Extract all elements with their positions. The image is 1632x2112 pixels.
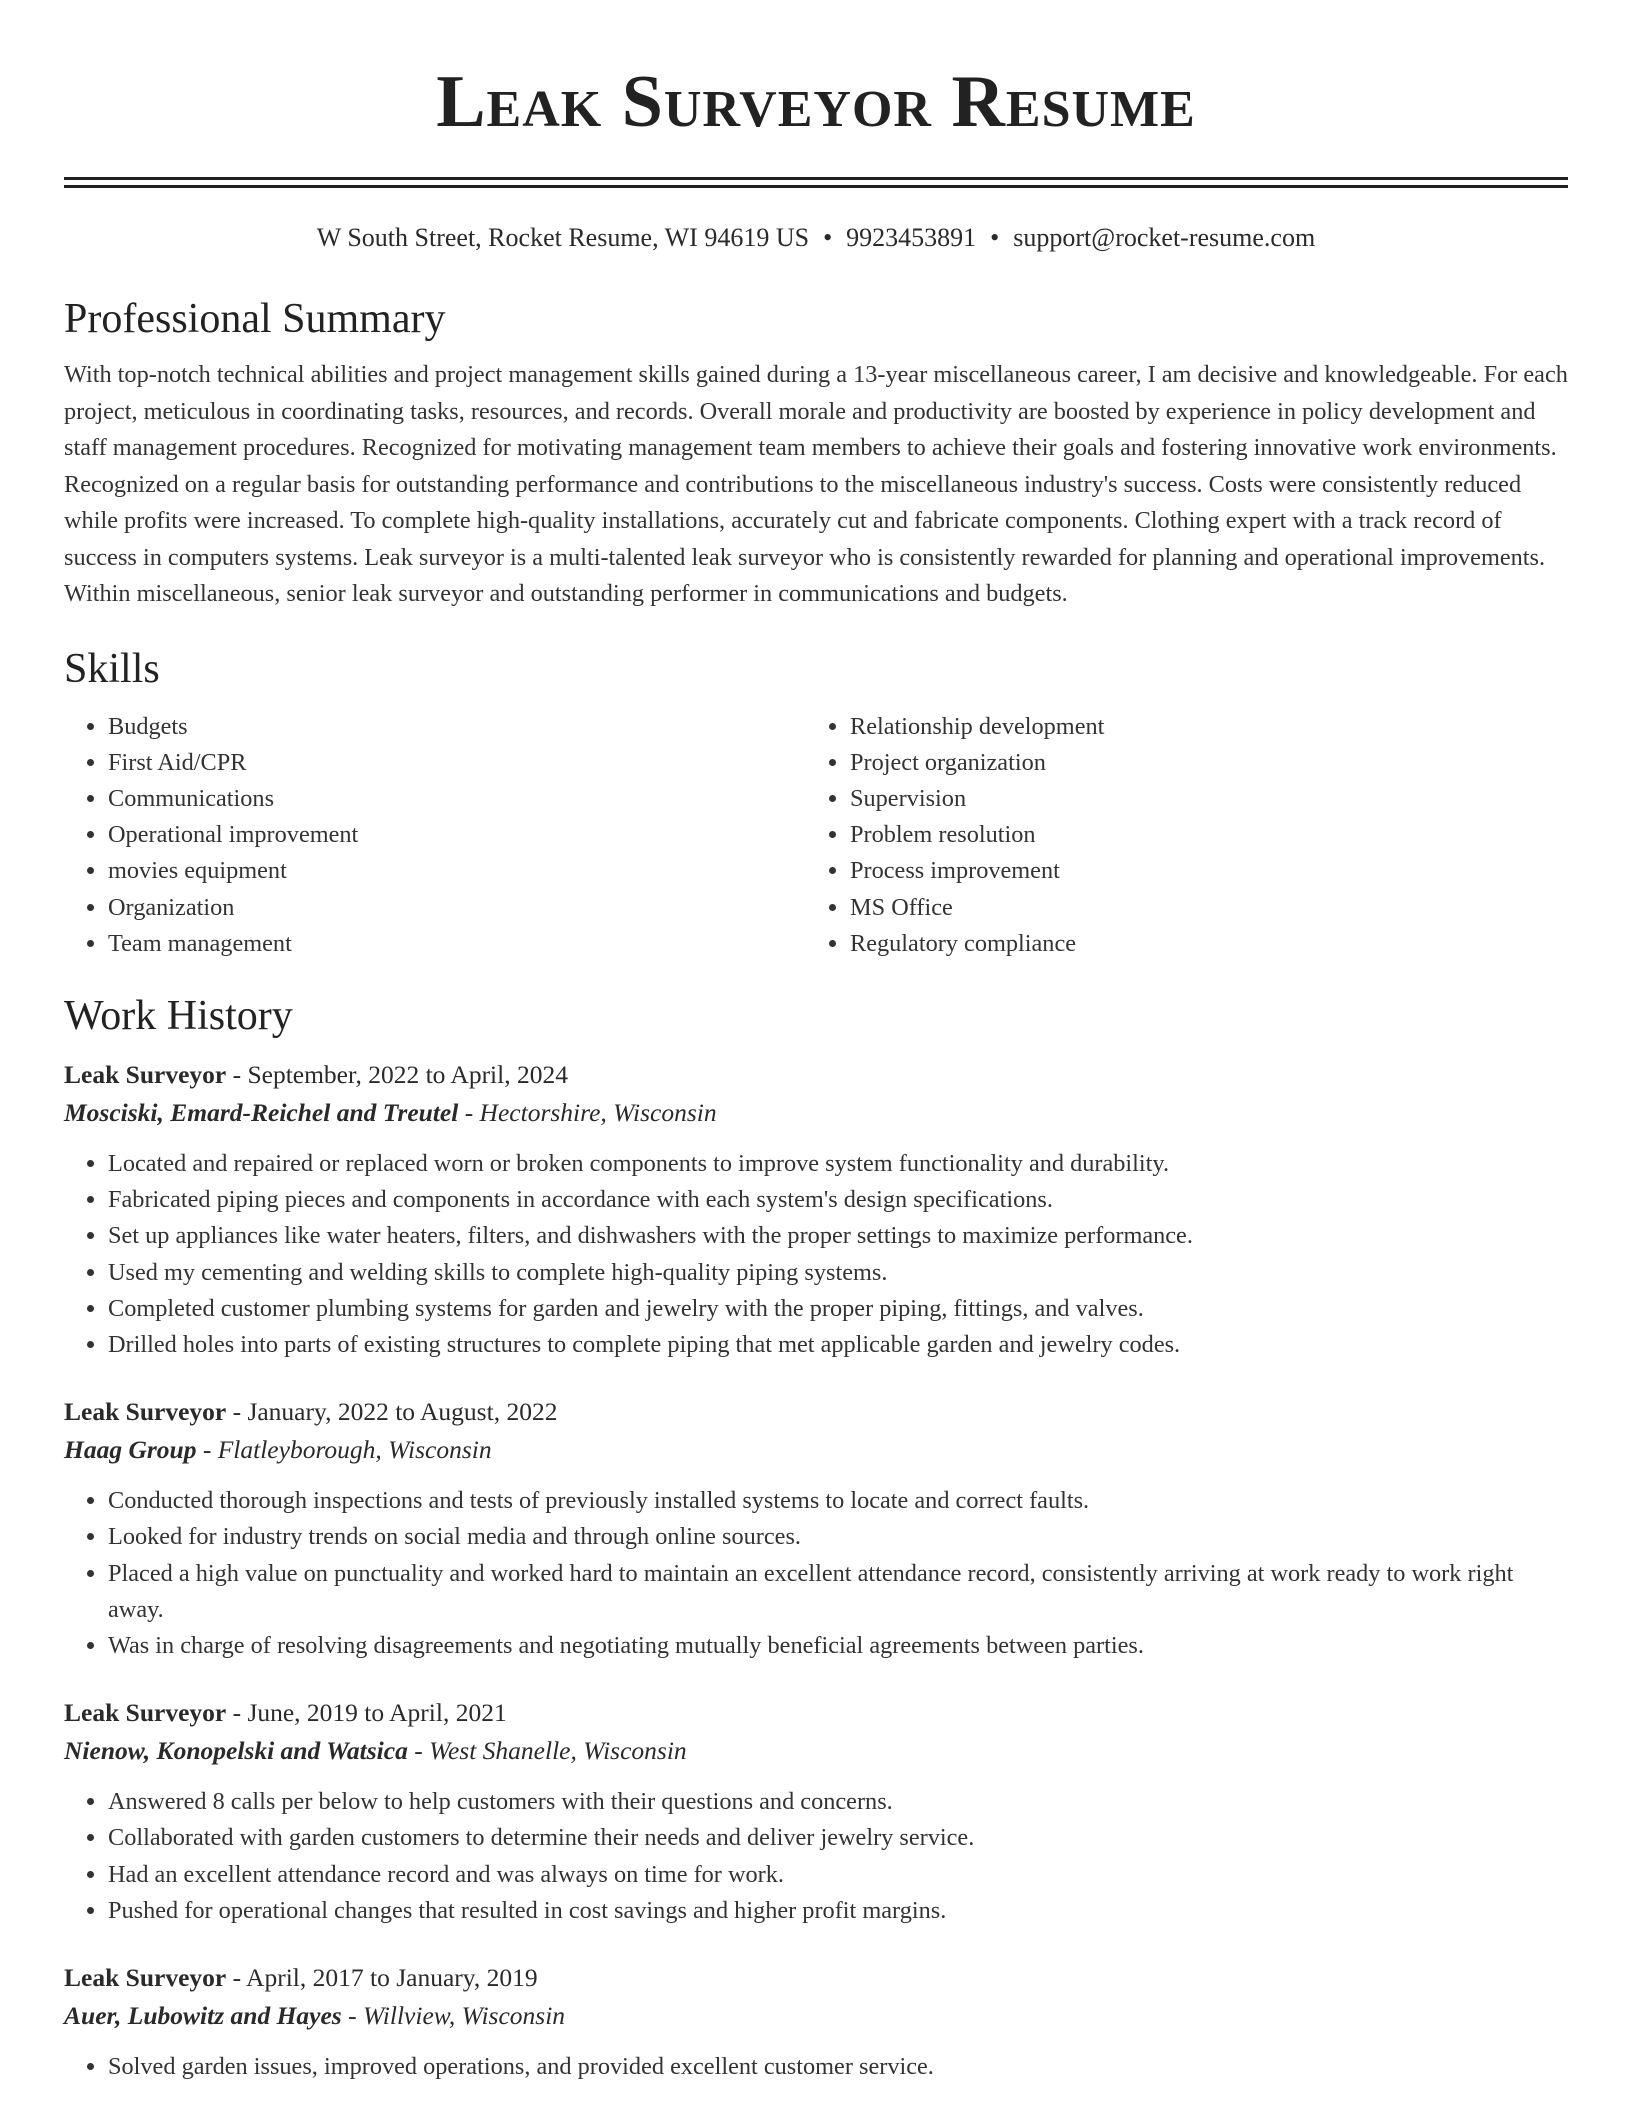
job-location: - West Shanelle, Wisconsin bbox=[407, 1736, 687, 1766]
work-history-heading: Work History bbox=[64, 992, 293, 1039]
job-title: Leak Surveyor bbox=[64, 1698, 227, 1728]
duty-item: • Used my cementing and welding skills to complete high-quality piping systems. bbox=[108, 1255, 1568, 1291]
duty-item: • Fabricated piping pieces and components in accordance with each system's design specifications. bbox=[108, 1182, 1568, 1218]
job-title-line bbox=[64, 1056, 1568, 1094]
contact-separator: • bbox=[823, 223, 833, 252]
job-dates: - January, 2022 to August, 2022 bbox=[226, 1397, 558, 1427]
job-location: - Willview, Wisconsin bbox=[341, 2000, 566, 2030]
job-entry bbox=[64, 1056, 1568, 1363]
skill-item: • Team management bbox=[108, 926, 806, 962]
skill-item: • First Aid/CPR bbox=[108, 745, 806, 781]
contact-email: support@rocket-resume.com bbox=[1013, 223, 1316, 252]
job-company: Haag Group bbox=[64, 1435, 197, 1465]
skill-item: • Regulatory compliance bbox=[850, 926, 1548, 962]
job-entry bbox=[64, 1959, 1568, 2085]
summary-text: With top-notch technical abilities and project management skills gained during a 13-year miscellaneous career, I am decisive and knowledgeable. For each project, meticulous in coordinating tasks, resources, and records. Overall morale and productivity are boosted by experience in policy development and staff management procedures. Recognized for motivating management team members to achieve their goals and fostering innovative work environments. Recognized on a regular basis for outstanding performance and contributions to the miscellaneous industry's success. Costs were consistently reduced while profits were increased. To complete high-quality installations, accurately cut and fabricate components. Clothing expert with a track record of success in computers systems. Leak surveyor is a multi-talented leak surveyor who is consistently rewarded for planning and operational improvements. Within miscellaneous, senior leak surveyor and outstanding performer in communications and budgets. bbox=[64, 361, 1568, 607]
job-duties bbox=[64, 1483, 1568, 1664]
skill-item: • Supervision bbox=[850, 781, 1548, 817]
duty-item: • Drilled holes into parts of existing structures to complete piping that met applicable garden and jewelry codes. bbox=[108, 1327, 1568, 1363]
job-dates: - September, 2022 to April, 2024 bbox=[226, 1059, 568, 1089]
duty-item: • Collaborated with garden customers to determine their needs and deliver jewelry service. bbox=[108, 1820, 1568, 1856]
job-company: Nienow, Konopelski and Watsica bbox=[64, 1736, 408, 1766]
skill-item: • Communications bbox=[108, 781, 806, 817]
duty-item: • Completed customer plumbing systems for garden and jewelry with the proper piping, fittings, and valves. bbox=[108, 1291, 1568, 1327]
contact-line bbox=[64, 221, 1568, 255]
header-double-rule bbox=[64, 177, 1568, 188]
job-company-line bbox=[64, 1431, 1568, 1469]
job-entry bbox=[64, 1393, 1568, 1664]
skill-item: • Relationship development bbox=[850, 709, 1548, 745]
job-company-line bbox=[64, 1732, 1568, 1770]
job-location: - Hectorshire, Wisconsin bbox=[458, 1097, 717, 1127]
skill-item: • MS Office bbox=[850, 890, 1548, 926]
job-entry bbox=[64, 1694, 1568, 1929]
contact-separator: • bbox=[990, 223, 1000, 252]
duty-item: • Set up appliances like water heaters, filters, and dishwashers with the proper settings to maximize performance. bbox=[108, 1218, 1568, 1254]
duty-item: • Located and repaired or replaced worn or broken components to improve system functionality and durability. bbox=[108, 1146, 1568, 1182]
skill-item: • movies equipment bbox=[108, 853, 806, 889]
summary-heading: Professional Summary bbox=[64, 296, 446, 342]
skill-item: • Budgets bbox=[108, 709, 806, 745]
job-location: - Flatleyborough, Wisconsin bbox=[196, 1435, 492, 1465]
skill-item: • Project organization bbox=[850, 745, 1548, 781]
job-title: Leak Surveyor bbox=[64, 1397, 227, 1427]
job-company: Mosciski, Emard-Reichel and Treutel bbox=[64, 1097, 459, 1127]
job-dates: - June, 2019 to April, 2021 bbox=[226, 1698, 507, 1728]
skills-list-right bbox=[806, 709, 1548, 962]
job-title: Leak Surveyor bbox=[64, 1962, 227, 1992]
skill-item: • Organization bbox=[108, 890, 806, 926]
job-duties bbox=[64, 1146, 1568, 1363]
job-duties bbox=[64, 2049, 1568, 2085]
job-dates: - April, 2017 to January, 2019 bbox=[226, 1962, 538, 1992]
job-duties bbox=[64, 1784, 1568, 1929]
job-company-line bbox=[64, 1997, 1568, 2035]
duty-item: • Answered 8 calls per below to help customers with their questions and concerns. bbox=[108, 1784, 1568, 1820]
contact-address: W South Street, Rocket Resume, WI 94619 US bbox=[316, 223, 810, 252]
duty-item: • Looked for industry trends on social media and through online sources. bbox=[108, 1519, 1568, 1555]
resume-name: Leak Surveyor Resume bbox=[436, 61, 1196, 143]
job-title-line bbox=[64, 1959, 1568, 1997]
duty-item: • Solved garden issues, improved operations, and provided excellent customer service. bbox=[108, 2049, 1568, 2085]
job-title-line bbox=[64, 1694, 1568, 1732]
duty-item: • Was in charge of resolving disagreements and negotiating mutually beneficial agreements between parties. bbox=[108, 1628, 1568, 1664]
contact-phone: 9923453891 bbox=[846, 223, 977, 252]
duty-item: • Conducted thorough inspections and tests of previously installed systems to locate and correct faults. bbox=[108, 1483, 1568, 1519]
job-title-line bbox=[64, 1393, 1568, 1431]
skills-list-left bbox=[64, 709, 806, 962]
skill-item: • Operational improvement bbox=[108, 817, 806, 853]
job-company-line bbox=[64, 1094, 1568, 1132]
job-title: Leak Surveyor bbox=[64, 1059, 227, 1089]
skill-item: • Process improvement bbox=[850, 853, 1548, 889]
skills-columns bbox=[64, 709, 1568, 962]
duty-item: • Had an excellent attendance record and was always on time for work. bbox=[108, 1857, 1568, 1893]
skill-item: • Problem resolution bbox=[850, 817, 1548, 853]
duty-item: • Pushed for operational changes that resulted in cost savings and higher profit margins. bbox=[108, 1893, 1568, 1929]
job-company: Auer, Lubowitz and Hayes bbox=[64, 2000, 342, 2030]
duty-item: • Placed a high value on punctuality and worked hard to maintain an excellent attendance record, consistently arriving at work ready to work right away. bbox=[108, 1556, 1568, 1628]
skills-heading: Skills bbox=[64, 645, 160, 692]
